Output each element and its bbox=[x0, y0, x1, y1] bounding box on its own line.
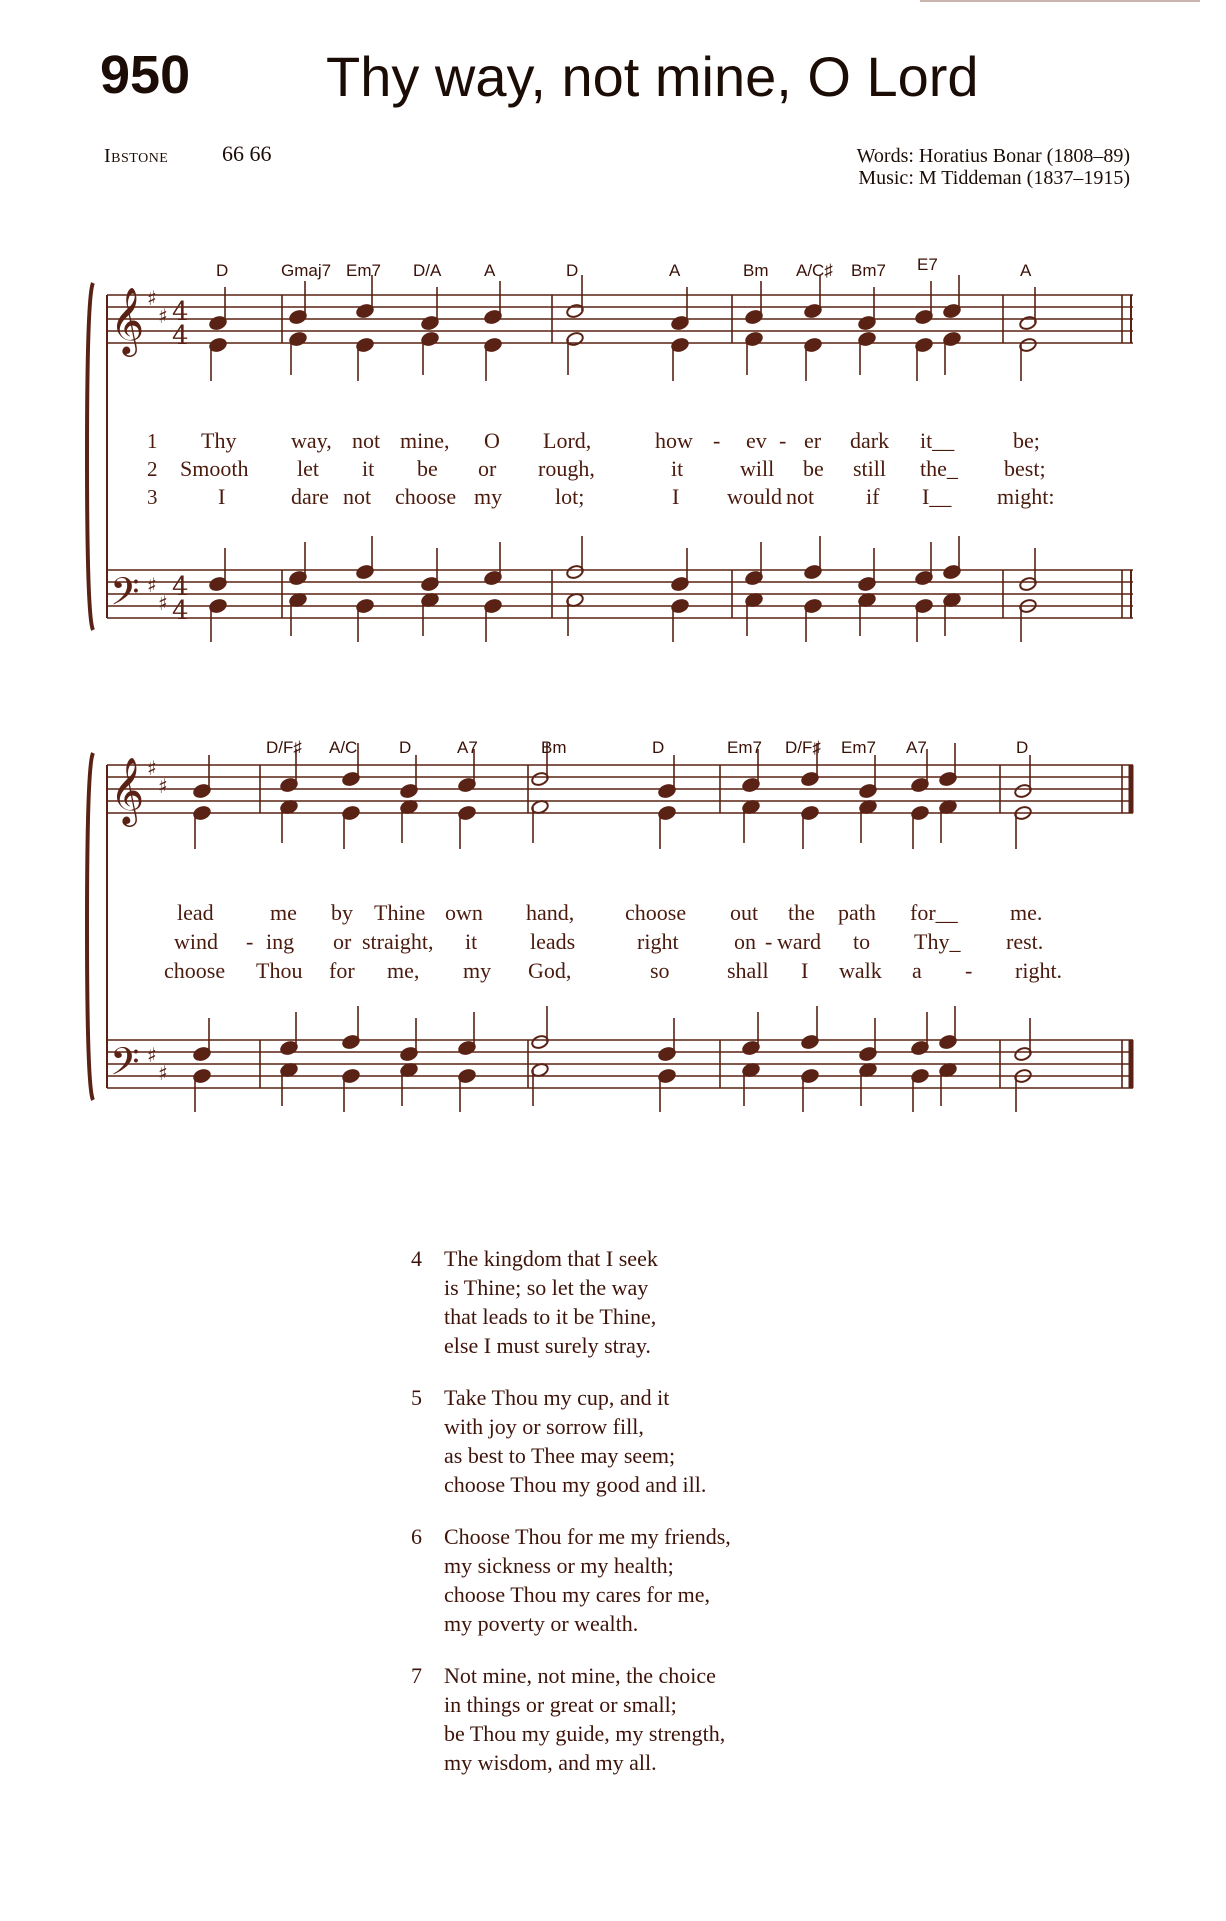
verse-number: 7 bbox=[411, 1663, 422, 1688]
lyric: not bbox=[343, 484, 372, 509]
sharp-sign: ♯ bbox=[147, 286, 157, 310]
sharp-sign: ♯ bbox=[147, 573, 157, 597]
chord: D/F♯ bbox=[785, 738, 821, 757]
time-signature: 4 bbox=[172, 297, 189, 327]
lyric: if bbox=[866, 484, 880, 509]
lyric: me, bbox=[387, 958, 420, 983]
lyric: - bbox=[713, 428, 721, 453]
lyric: Thy_ bbox=[914, 929, 961, 954]
chord: A/C♯ bbox=[796, 261, 833, 280]
lyric: out bbox=[730, 900, 759, 925]
lyric: own bbox=[445, 900, 483, 925]
chord: D bbox=[566, 261, 579, 280]
verse-line: is Thine; so let the way bbox=[444, 1275, 649, 1300]
lyric: walk bbox=[839, 958, 882, 983]
lyric: ward bbox=[777, 929, 821, 954]
lyric: on bbox=[734, 929, 756, 954]
verse-line: that leads to it be Thine, bbox=[444, 1304, 657, 1329]
system-bracket bbox=[87, 283, 93, 630]
chord: A bbox=[669, 261, 681, 280]
verse-number: 3 bbox=[147, 485, 158, 509]
sharp-sign: ♯ bbox=[158, 591, 168, 615]
sharp-sign: ♯ bbox=[158, 304, 168, 328]
lyric: choose bbox=[625, 900, 687, 925]
verse-line: Not mine, not mine, the choice bbox=[444, 1663, 716, 1688]
verse-7 bbox=[411, 1661, 725, 1777]
chord: D/F♯ bbox=[266, 738, 302, 757]
lyric: the_ bbox=[920, 456, 958, 481]
lyric: might: bbox=[997, 484, 1055, 509]
music-credit: Music: M Tiddeman (1837–1915) bbox=[858, 167, 1130, 189]
lyric: dare bbox=[291, 484, 329, 509]
lyric: it bbox=[362, 456, 375, 481]
sharp-sign: ♯ bbox=[147, 756, 157, 780]
lyric: by bbox=[331, 900, 353, 925]
lyric: choose bbox=[164, 958, 226, 983]
lyric: - bbox=[779, 428, 787, 453]
lyric: it bbox=[671, 456, 684, 481]
lyric: rest. bbox=[1006, 929, 1044, 954]
lyric: wind bbox=[174, 929, 218, 954]
time-signature: 4 bbox=[172, 321, 189, 351]
tune-name: Ibstone bbox=[104, 145, 169, 167]
bass-clef: 𝄢 bbox=[110, 569, 140, 623]
verse-number: 6 bbox=[411, 1524, 422, 1549]
lyric: be; bbox=[1013, 428, 1040, 453]
chord: D bbox=[652, 738, 665, 757]
lyric: lot; bbox=[555, 484, 585, 509]
lyric: not bbox=[786, 484, 815, 509]
verse-6 bbox=[411, 1522, 731, 1638]
lyric: ev bbox=[746, 428, 767, 453]
verse-line: choose Thou my cares for me, bbox=[444, 1582, 710, 1607]
chord: Em7 bbox=[841, 738, 876, 757]
words-credit: Words: Horatius Bonar (1808–89) bbox=[856, 145, 1130, 167]
verse-4 bbox=[411, 1244, 658, 1360]
lyric: or bbox=[478, 456, 497, 481]
lyric: shall bbox=[727, 958, 769, 983]
verse-line: be Thou my guide, my strength, bbox=[444, 1721, 726, 1746]
lyric: I__ bbox=[922, 484, 952, 509]
lyric: would bbox=[727, 484, 782, 509]
system1-chords bbox=[216, 255, 1032, 280]
verse-line: Take Thou my cup, and it bbox=[444, 1385, 670, 1410]
chord: Gmaj7 bbox=[281, 261, 332, 280]
lyric: it bbox=[465, 929, 478, 954]
lyric: how bbox=[655, 428, 693, 453]
verse-number: 4 bbox=[411, 1246, 422, 1271]
chord: D bbox=[216, 261, 229, 280]
lyric: a bbox=[912, 958, 922, 983]
lyric: choose bbox=[395, 484, 457, 509]
chord: Em7 bbox=[346, 261, 381, 280]
lyric: Smooth bbox=[180, 456, 249, 481]
chord: Em7 bbox=[727, 738, 762, 757]
system2-lyrics bbox=[164, 900, 1062, 983]
lyric: still bbox=[853, 456, 887, 481]
lyric: Thine bbox=[374, 900, 426, 925]
lyric: mine, bbox=[400, 428, 450, 453]
lyric: to bbox=[853, 929, 871, 954]
verse-line: my wisdom, and my all. bbox=[444, 1750, 657, 1775]
verse-number: 2 bbox=[147, 457, 158, 481]
lyric: not bbox=[352, 428, 381, 453]
lyric: Lord, bbox=[543, 428, 592, 453]
lyric: so bbox=[650, 958, 670, 983]
verse-line: choose Thou my good and ill. bbox=[444, 1472, 707, 1497]
chord: Bm7 bbox=[851, 261, 886, 280]
lyric: my bbox=[474, 484, 503, 509]
time-signature: 4 bbox=[172, 596, 189, 626]
system-bracket bbox=[87, 753, 93, 1100]
time-signature: 4 bbox=[172, 572, 189, 602]
lyric: I bbox=[672, 484, 680, 509]
treble-clef: 𝄞 bbox=[110, 756, 145, 824]
lyric: path bbox=[838, 900, 876, 925]
chord: A/C bbox=[329, 738, 358, 757]
lyric: straight, bbox=[362, 929, 434, 954]
bass-clef: 𝄢 bbox=[110, 1039, 140, 1093]
sharp-sign: ♯ bbox=[158, 774, 168, 798]
lyric: rough, bbox=[538, 456, 595, 481]
treble-clef: 𝄞 bbox=[110, 286, 145, 354]
lyric: - bbox=[765, 929, 773, 954]
lyric: for__ bbox=[910, 900, 958, 925]
lyric: er bbox=[804, 428, 822, 453]
lyric: best; bbox=[1004, 456, 1046, 481]
lyric: be bbox=[803, 456, 824, 481]
lyric: right bbox=[637, 929, 679, 954]
sharp-sign: ♯ bbox=[158, 1061, 168, 1085]
lyric: O bbox=[484, 428, 500, 453]
sharp-sign: ♯ bbox=[147, 1043, 157, 1067]
lyric: - bbox=[965, 958, 973, 983]
system1-lyrics bbox=[147, 428, 1054, 509]
verse-line: in things or great or small; bbox=[444, 1692, 677, 1717]
lyric: Thou bbox=[256, 958, 303, 983]
lyric: hand, bbox=[526, 900, 575, 925]
lyric: my bbox=[463, 958, 492, 983]
chord: Bm bbox=[541, 738, 567, 757]
verse-line: my sickness or my health; bbox=[444, 1553, 674, 1578]
lyric: ing bbox=[266, 929, 295, 954]
staves bbox=[87, 283, 1133, 1100]
chord: A7 bbox=[906, 738, 927, 757]
verse-number: 5 bbox=[411, 1385, 422, 1410]
lyric: for bbox=[329, 958, 355, 983]
verse-line: else I must surely stray. bbox=[444, 1333, 651, 1358]
lyric: leads bbox=[530, 929, 576, 954]
verse-5 bbox=[411, 1383, 706, 1499]
lyric: me. bbox=[1010, 900, 1043, 925]
verse-line: Choose Thou for me my friends, bbox=[444, 1524, 731, 1549]
lyric: the bbox=[788, 900, 815, 925]
lyric: God, bbox=[528, 958, 572, 983]
chord: Bm bbox=[743, 261, 769, 280]
verse-line: with joy or sorrow fill, bbox=[444, 1414, 644, 1439]
verse-number: 1 bbox=[147, 429, 158, 453]
chord: A bbox=[1020, 261, 1032, 280]
lyric: right. bbox=[1015, 958, 1063, 983]
verse-line: The kingdom that I seek bbox=[444, 1246, 658, 1271]
system2-chords bbox=[266, 738, 1028, 757]
chord: D bbox=[399, 738, 412, 757]
chord: A bbox=[484, 261, 496, 280]
hymn-title: Thy way, not mine, O Lord bbox=[326, 45, 979, 108]
chord: D/A bbox=[413, 261, 442, 280]
notes bbox=[193, 275, 1038, 1112]
lyric: me bbox=[270, 900, 297, 925]
chord: E7 bbox=[917, 255, 938, 274]
verse-line: my poverty or wealth. bbox=[444, 1611, 639, 1636]
chord: A7 bbox=[457, 738, 478, 757]
lyric: lead bbox=[177, 900, 214, 925]
metre: 66 66 bbox=[222, 141, 272, 166]
lyric: dark bbox=[850, 428, 890, 453]
lyric: will bbox=[740, 456, 775, 481]
hymn-number: 950 bbox=[100, 45, 191, 105]
lyric: - bbox=[246, 929, 254, 954]
lyric: I bbox=[801, 958, 809, 983]
lyric: let bbox=[297, 456, 319, 481]
lyric: or bbox=[333, 929, 352, 954]
lyric: be bbox=[417, 456, 438, 481]
lyric: Thy bbox=[201, 428, 237, 453]
lyric: it__ bbox=[920, 428, 955, 453]
lyric: way, bbox=[291, 428, 332, 453]
lyric: I bbox=[218, 484, 226, 509]
chord: D bbox=[1016, 738, 1029, 757]
verse-line: as best to Thee may seem; bbox=[444, 1443, 676, 1468]
